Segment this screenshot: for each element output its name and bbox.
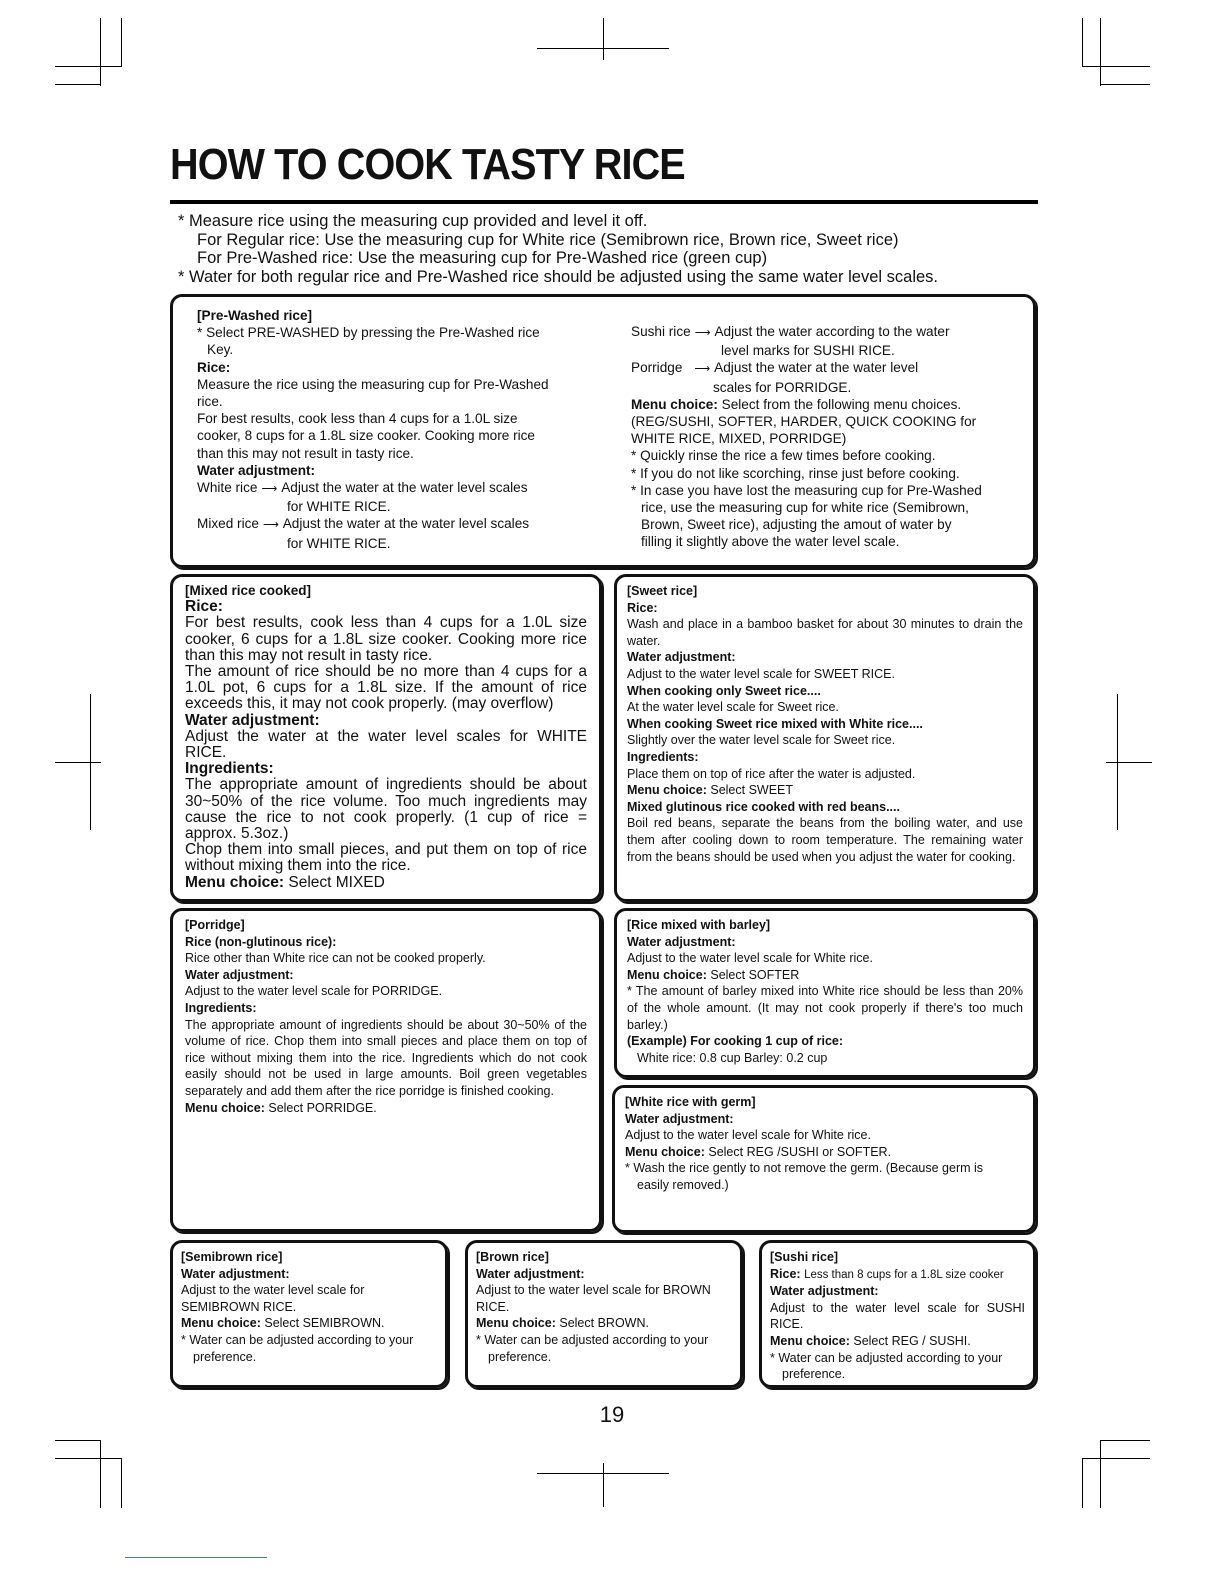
note: * Water can be adjusted according to your [181, 1332, 414, 1347]
rice-text: than this may not result in tasty rice. [197, 445, 414, 461]
rice-text: Wash and place in a bamboo basket for about 30 minutes to drain the water. [627, 617, 1023, 648]
rice-label: Rice (non-glutinous rice): [185, 934, 337, 949]
crop-mark [537, 48, 669, 49]
ingredients-label: Ingredients: [627, 749, 699, 764]
water-adjustment-label: Water adjustment: [185, 967, 294, 982]
menu-choice-text: Select BROWN. [559, 1316, 649, 1331]
menu-choice-label: Menu choice: [185, 873, 285, 891]
menu-choice-text: Select MIXED [288, 873, 385, 891]
note-cont: filling it slightly above the water level scale. [641, 534, 900, 550]
crop-mark [55, 84, 101, 85]
ingredients-label: Ingredients: [185, 1000, 257, 1015]
water-adjustment-label: Water adjustment: [627, 650, 736, 665]
menu-choice-row [185, 1100, 587, 1117]
note-cont: rice, use the measuring cup for white rice (Semibrown, [641, 500, 969, 516]
sweet-mixed-text: Slightly over the water level scale for Sweet rice. [627, 733, 896, 748]
crop-mark [1100, 18, 1101, 86]
section-heading: [White rice with germ] [625, 1095, 756, 1109]
page-title: HOW TO COOK TASTY RICE [170, 140, 685, 189]
intro-line: For Pre-Washed rice: Use the measuring cup for Pre-Washed rice (green cup) [197, 249, 768, 267]
ingredients-text: Chop them into small pieces, and put them on top of rice without mixing them into the rice. [185, 841, 587, 875]
semibrown-rice-box [170, 1240, 448, 1388]
rice-row [770, 1266, 1025, 1284]
rice-label: Rice: [197, 359, 231, 375]
water-adjustment-text: Adjust to the water level scale for White rice. [625, 1128, 871, 1143]
water-adjustment-label: Water adjustment: [181, 1266, 290, 1281]
note: * The amount of barley mixed into White rice should be less than 20% of the whole amount. (It may not cook properly if there's too much barley.) [627, 984, 1023, 1032]
prewashed-select-note-cont: Key. [207, 342, 234, 358]
mixed-rice-text: Adjust the water at the water level scales [282, 516, 530, 532]
intro-notes [178, 212, 1038, 286]
crop-mark [100, 18, 101, 86]
example-text: White rice: 0.8 cup Barley: 0.2 cup [637, 1050, 828, 1065]
rice-text: Measure the rice using the measuring cup for Pre-Washed [197, 376, 549, 392]
section-heading: [Mixed rice cooked] [185, 583, 312, 598]
water-adjustment-label: Water adjustment: [627, 934, 736, 949]
sushi-rice-text-cont: level marks for SUSHI RICE. [721, 343, 895, 359]
sweet-mixed-label: When cooking Sweet rice mixed with White rice.... [627, 716, 923, 731]
ingredients-text: The appropriate amount of ingredients should be about 30~50% of the rice volume. Too much ingredients may cause the rice to not cook properly. (1 cup of rice = approx. 5.3oz.) [185, 776, 587, 843]
note-cont: Brown, Sweet rice), adjusting the amout of water by [641, 517, 952, 533]
crop-mark [603, 1463, 604, 1507]
menu-choice-text: Select SWEET [710, 783, 794, 798]
crop-mark [55, 1440, 101, 1441]
prewashed-rice-box [170, 294, 1036, 568]
water-adjustment-text: Adjust to the water level scale for SUSHI RICE. [770, 1300, 1025, 1332]
water-adjustment-text: Adjust to the water level scale for SWEET RICE. [627, 666, 895, 681]
barley-rice-box [614, 908, 1036, 1078]
water-adjustment-label: Water adjustment: [197, 462, 316, 478]
note: * Water can be adjusted according to your [770, 1350, 1003, 1365]
water-adjustment-label: Water adjustment: [185, 711, 320, 729]
white-rice-text: Adjust the water at the water level scales [281, 480, 528, 496]
mixed-rice-label: Mixed rice [197, 516, 259, 532]
crop-mark [55, 66, 122, 67]
ingredients-text: Place them on top of rice after the water is adjusted. [627, 766, 916, 781]
crop-mark [121, 18, 122, 66]
ingredients-text: The appropriate amount of ingredients should be about 30~50% of the volume of rice. Chop them into small pieces and place them on top of rice without mixing them into the rice. Ingredients which do not cook easily should not be used in large amounts. Boil green vegetables separately and add them after the rice porridge is finished cooking. [185, 1017, 587, 1098]
menu-choice-row [181, 1315, 437, 1332]
sweet-rice-box [614, 574, 1036, 902]
arrow-icon: ⟶ [694, 363, 711, 376]
rice-label: Rice: [185, 598, 223, 616]
menu-choice-text: Select SEMIBROWN. [264, 1316, 385, 1331]
menu-choice-text-cont: (REG/SUSHI, SOFTER, HARDER, QUICK COOKING for [631, 414, 977, 430]
crop-mark [1106, 762, 1152, 763]
rice-text: rice. [197, 394, 223, 410]
note-cont: preference. [193, 1349, 257, 1364]
crop-mark [1082, 1458, 1150, 1459]
arrow-icon: ⟶ [694, 327, 711, 339]
crop-mark [100, 1440, 101, 1508]
crop-mark [55, 1458, 122, 1459]
crop-mark [1100, 1440, 1150, 1441]
crop-mark [1082, 18, 1083, 66]
intro-line: * Water for both regular rice and Pre-Washed rice should be adjusted using the same water level scales. [178, 267, 938, 286]
sushi-rice-row [631, 323, 1021, 342]
page-number: 19 [599, 1402, 625, 1427]
rice-text: The amount of rice should be no more than 4 cups for a 1.0L pot, 6 cups for a 1.8L size. If the amount of rice exceeds this, it may not cook properly. (may overflow) [185, 663, 587, 713]
menu-choice-label: Menu choice: [181, 1316, 261, 1331]
white-rice-text-cont: for WHITE RICE. [287, 499, 391, 515]
sweet-only-label: When cooking only Sweet rice.... [627, 683, 821, 698]
white-rice-label: White rice [197, 480, 258, 496]
intro-line: For Regular rice: Use the measuring cup for White rice (Semibrown rice, Brown rice, Sweet rice) [197, 230, 899, 249]
intro-line: * Measure rice using the measuring cup provided and level it off. [178, 212, 648, 230]
note: * Water can be adjusted according to your [476, 1332, 709, 1347]
sushi-rice-label: Sushi rice [631, 324, 691, 339]
brown-rice-box [465, 1240, 743, 1388]
crop-mark [1100, 84, 1150, 85]
arrow-icon: ⟶ [261, 483, 278, 496]
menu-choice-text: Select REG /SUSHI or SOFTER. [708, 1144, 892, 1159]
water-adjustment-text: Adjust to the water level scale for PORRIDGE. [185, 984, 443, 999]
rice-text: For best results, cook less than 4 cups for a 1.0L size [197, 411, 518, 427]
porridge-text-cont: scales for PORRIDGE. [713, 379, 852, 395]
rice-text: Less than 8 cups for a 1.8L size cooker [804, 1268, 1004, 1281]
arrow-icon: ⟶ [262, 519, 279, 532]
note: * Wash the rice gently to not remove the germ. (Because germ is [625, 1161, 984, 1176]
section-heading: [Brown rice] [476, 1250, 549, 1264]
rice-label: Rice: [627, 600, 658, 615]
section-heading: [Sushi rice] [770, 1250, 839, 1264]
crop-mark [1082, 1458, 1083, 1508]
menu-choice-label: Menu choice: [185, 1100, 265, 1115]
title-rule [170, 200, 1038, 204]
prewashed-select-note: * Select PRE-WASHED by pressing the Pre-Washed rice [197, 325, 540, 341]
water-adjustment-label: Water adjustment: [476, 1266, 585, 1281]
mixed-rice-box [170, 574, 602, 902]
rice-label: Rice: [770, 1266, 801, 1281]
sushi-rice-box [759, 1240, 1036, 1388]
menu-choice-label: Menu choice: [625, 1144, 705, 1159]
water-adjustment-text: Adjust to the water level scale for [181, 1283, 365, 1298]
crop-mark [1100, 1440, 1101, 1508]
glutinous-text: Boil red beans, separate the beans from the boiling water, and use them after cooling down to room temperature. The remaining water from the beans should be used when you adjust the water for cooking. [627, 816, 1023, 864]
crop-mark [537, 1473, 669, 1474]
water-adjustment-label: Water adjustment: [770, 1284, 879, 1299]
glutinous-label: Mixed glutinous rice cooked with red beans.... [627, 799, 900, 814]
menu-choice-text: Select from the following menu choices. [721, 396, 962, 412]
menu-choice-label: Menu choice: [627, 783, 707, 798]
menu-choice-row [631, 396, 1021, 413]
sushi-rice-text: Adjust the water according to the water [714, 324, 950, 339]
menu-choice-text: Select PORRIDGE. [268, 1100, 377, 1115]
menu-choice-label: Menu choice: [770, 1333, 850, 1348]
menu-choice-row [627, 967, 1023, 984]
water-adjustment-text-cont: RICE. [476, 1299, 510, 1314]
crop-mark [1082, 66, 1150, 67]
menu-choice-text: Select REG / SUSHI. [853, 1333, 971, 1348]
note: * In case you have lost the measuring cup for Pre-Washed [631, 482, 982, 498]
footer-underline [125, 1557, 267, 1558]
menu-choice-label: Menu choice: [627, 967, 707, 982]
germ-rice-box [612, 1085, 1036, 1233]
rice-text: Rice other than White rice can not be cooked properly. [185, 951, 486, 966]
section-heading: [Pre-Washed rice] [197, 308, 313, 323]
water-adjustment-text-cont: SEMIBROWN RICE. [181, 1299, 297, 1314]
menu-choice-row [770, 1333, 1025, 1350]
note-cont: easily removed.) [637, 1177, 729, 1192]
mixed-rice-text-cont: for WHITE RICE. [287, 535, 391, 551]
note-cont: preference. [488, 1349, 552, 1364]
mixed-rice-row [197, 515, 607, 534]
menu-choice-row [185, 875, 587, 891]
section-heading: [Sweet rice] [627, 584, 698, 598]
porridge-row [631, 359, 1021, 378]
section-heading: [Porridge] [185, 918, 245, 932]
water-adjustment-text: Adjust to the water level scale for BROWN [476, 1283, 711, 1298]
menu-choice-label: Menu choice: [631, 396, 718, 412]
sweet-only-text: At the water level scale for Sweet rice. [627, 700, 839, 715]
note-cont: preference. [782, 1367, 846, 1382]
water-adjustment-text: Adjust to the water level scale for White rice. [627, 951, 873, 966]
menu-choice-label: Menu choice: [476, 1316, 556, 1331]
water-adjustment-label: Water adjustment: [625, 1111, 734, 1126]
crop-mark [603, 18, 604, 60]
menu-choice-text: Select SOFTER [710, 967, 800, 982]
note: * If you do not like scorching, rinse just before cooking. [631, 465, 960, 481]
section-heading: [Semibrown rice] [181, 1250, 283, 1264]
porridge-label: Porridge [631, 360, 683, 376]
ingredients-label: Ingredients: [185, 760, 274, 778]
white-rice-row [197, 479, 607, 498]
porridge-text: Adjust the water at the water level [714, 360, 919, 376]
rice-text: cooker, 8 cups for a 1.8L size cooker. Cooking more rice [197, 428, 535, 444]
crop-mark [55, 762, 101, 763]
note: * Quickly rinse the rice a few times before cooking. [631, 448, 936, 464]
menu-choice-text-cont: WHITE RICE, MIXED, PORRIDGE) [631, 431, 847, 447]
menu-choice-row [476, 1315, 732, 1332]
rice-text: For best results, cook less than 4 cups for a 1.0L size cooker, 6 cups for a 1.8L size cooker. Cooking more rice than this may not result in tasty rice. [185, 614, 587, 664]
water-adjustment-text: Adjust the water at the water level scales for WHITE RICE. [185, 727, 587, 762]
menu-choice-row [625, 1144, 1023, 1161]
section-heading: [Rice mixed with barley] [627, 918, 771, 932]
porridge-box [170, 908, 602, 1232]
example-label: (Example) For cooking 1 cup of rice: [627, 1034, 844, 1049]
menu-choice-row [627, 782, 1023, 799]
crop-mark [121, 1458, 122, 1508]
